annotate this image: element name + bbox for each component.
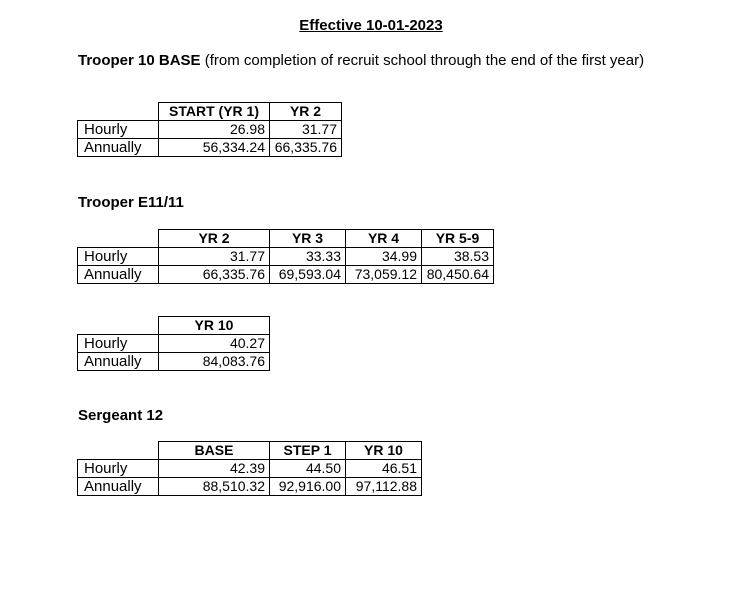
blank-cell — [78, 317, 159, 335]
table-row — [78, 248, 494, 266]
table-row — [78, 478, 422, 496]
row-label-annually: Annually — [78, 478, 159, 496]
sergeant12-heading: Sergeant 12 — [78, 407, 164, 424]
table-row — [78, 139, 342, 157]
table-row — [78, 121, 342, 139]
col-header: STEP 1 — [270, 442, 346, 460]
col-header: YR 2 — [270, 103, 342, 121]
table-row — [78, 103, 342, 121]
trooperE11-table — [77, 229, 494, 284]
trooper10-heading-bold: Trooper 10 BASE — [78, 52, 201, 69]
cell-value: 88,510.32 — [159, 478, 270, 496]
cell-value: 42.39 — [159, 460, 270, 478]
cell-value: 56,334.24 — [159, 139, 270, 157]
page-title: Effective 10-01-2023 — [299, 17, 443, 34]
blank-cell — [78, 442, 159, 460]
cell-value: 26.98 — [159, 121, 270, 139]
row-label-hourly: Hourly — [78, 460, 159, 478]
col-header: YR 4 — [346, 230, 422, 248]
table-row — [78, 353, 270, 371]
trooperE11-yr10-table — [77, 316, 270, 371]
cell-value: 38.53 — [422, 248, 494, 266]
cell-value: 73,059.12 — [346, 266, 422, 284]
cell-value: 84,083.76 — [159, 353, 270, 371]
trooperE11-heading: Trooper E11/11 — [78, 194, 184, 211]
cell-value: 31.77 — [270, 121, 342, 139]
trooper10-table — [77, 102, 342, 157]
cell-value: 66,335.76 — [159, 266, 270, 284]
cell-value: 40.27 — [159, 335, 270, 353]
blank-cell — [78, 103, 159, 121]
cell-value: 44.50 — [270, 460, 346, 478]
table-row — [78, 230, 494, 248]
row-label-annually: Annually — [78, 353, 159, 371]
table-row — [78, 266, 494, 284]
table-row — [78, 335, 270, 353]
col-header: BASE — [159, 442, 270, 460]
cell-value: 69,593.04 — [270, 266, 346, 284]
cell-value: 66,335.76 — [270, 139, 342, 157]
row-label-hourly: Hourly — [78, 121, 159, 139]
trooper10-heading — [78, 52, 644, 69]
cell-value: 33.33 — [270, 248, 346, 266]
sergeant12-table — [77, 441, 422, 496]
col-header: YR 2 — [159, 230, 270, 248]
col-header: YR 10 — [159, 317, 270, 335]
col-header: YR 5-9 — [422, 230, 494, 248]
cell-value: 97,112.88 — [346, 478, 422, 496]
row-label-annually: Annually — [78, 266, 159, 284]
row-label-hourly: Hourly — [78, 335, 159, 353]
trooper10-heading-rest: (from completion of recruit school through the end of the first year) — [200, 52, 645, 69]
table-row — [78, 442, 422, 460]
cell-value: 31.77 — [159, 248, 270, 266]
table-row — [78, 317, 270, 335]
blank-cell — [78, 230, 159, 248]
cell-value: 92,916.00 — [270, 478, 346, 496]
row-label-annually: Annually — [78, 139, 159, 157]
table-row — [78, 460, 422, 478]
col-header: YR 10 — [346, 442, 422, 460]
cell-value: 80,450.64 — [422, 266, 494, 284]
cell-value: 46.51 — [346, 460, 422, 478]
row-label-hourly: Hourly — [78, 248, 159, 266]
col-header: START (YR 1) — [159, 103, 270, 121]
col-header: YR 3 — [270, 230, 346, 248]
cell-value: 34.99 — [346, 248, 422, 266]
